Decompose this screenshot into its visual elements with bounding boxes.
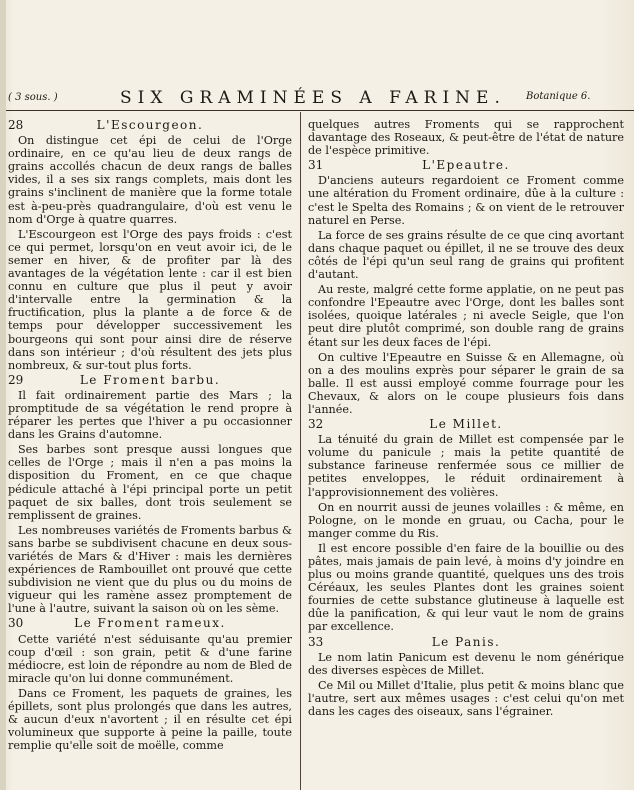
paragraph-continued: quelques autres Froments qui se rapprochent davantage des Roseaux, & peut-être de l'état de nature de l'espèce primitive. — [308, 118, 624, 158]
paragraph: On en nourrit aussi de jeunes volailles : & même, en Pologne, on le monde en gruau, ou Cacha, pour le manger comme du Ris. — [308, 500, 624, 540]
column-divider — [300, 112, 301, 790]
paragraph: D'anciens auteurs regardoient ce Froment comme une altération du Froment ordinaire, dûe à la culture : c'est le Spelta des Romains ; & on vient de le retrouver naturel en Perse. — [308, 174, 624, 227]
section-heading-29 — [8, 374, 292, 387]
price-label: ( 3 sous. ) — [8, 92, 58, 103]
section-number: 33 — [308, 634, 324, 649]
section-title: Le Froment barbu. — [79, 372, 221, 387]
left-column — [8, 118, 292, 754]
paragraph: Les nombreuses variétés de Froments barbus & sans barbe se subdivisent chacune en deux sous-variétés de Mars & d'Hiver : mais les dernières expériences de Rambouillet ont prouvé que cette subdivision ne vient que du plus ou du moins de vigueur qui les ramène assez promptement de l'une à l'autre, suivant la saison où on les sème. — [8, 523, 292, 616]
section-number: 29 — [8, 372, 24, 387]
section-number: 28 — [8, 118, 24, 132]
paragraph: Ce Mil ou Millet d'Italie, plus petit & moins blanc que l'autre, sert aux mêmes usages : c'est celui qu'on met dans les cages des oiseaux, sans l'égrainer. — [308, 678, 624, 719]
header-rule — [6, 110, 634, 111]
paragraph: L'Escourgeon est l'Orge des pays froids : c'est ce qui permet, lorsqu'on en veut avoir ici, de le semer en hiver, & de profiter par là des avantages de la végétation lente : car il est bien connu en culture que plus il peut y avoir d'intervalle entre la germination & la fructification, plus la plante a de force & de temps pour développer successivement les bourgeons qui sont pour ainsi dire de réserve dans son intérieur ; d'où résultent des jets plus nombreux, & sur-tout plus forts. — [8, 227, 292, 372]
section-heading-32 — [308, 418, 624, 431]
section-title: L'Escourgeon. — [96, 118, 204, 132]
section-title: Le Froment rameux. — [74, 616, 226, 631]
page-header — [0, 88, 634, 110]
paragraph: Dans ce Froment, les paquets de graines, les épillets, sont plus prolongés que dans les autres, & aucun d'eux n'avortent ; il en résulte cet épi volumineux que supporte à peine la paille, toute remplie qu'elle soit de moëlle, comme — [8, 686, 292, 753]
section-title: Le Millet. — [429, 417, 503, 432]
section-heading-28 — [8, 119, 292, 132]
page-title: SIX GRAMINÉES A FARINE. — [120, 88, 506, 108]
section-number: 32 — [308, 417, 324, 432]
botanique-reference: Botanique 6. — [526, 91, 591, 102]
paragraph: Ses barbes sont presque aussi longues que celles de l'Orge ; mais il n'en a pas moins la disposition du Froment, en ce que chaque pédicule attaché à l'épi principal porte un petit paquet de six balles, dont trois seulement se remplissent de graines. — [8, 443, 292, 522]
section-number: 31 — [308, 158, 324, 173]
section-title: L'Epeautre. — [422, 158, 510, 173]
section-heading-30 — [8, 617, 292, 630]
binding-shadow — [0, 0, 6, 790]
section-title: Le Panis. — [431, 634, 501, 649]
section-heading-33 — [308, 636, 624, 649]
paragraph: Au reste, malgré cette forme applatie, on ne peut pas confondre l'Epeautre avec l'Orge, dont les balles sont isolées, quoique latérales ; ni avecle Seigle, que l'on peut dire plutôt comprimé, son double rang de grains étant sur les deux faces de l'épi. — [308, 283, 624, 349]
section-heading-31 — [308, 159, 624, 172]
section-number: 30 — [8, 616, 24, 631]
paragraph: La ténuité du grain de Millet est compensée par le volume du panicule ; mais la petite quantité de substance farineuse renfermée sous ce millier de petites enveloppes, le réduit ordinairement à l'approvisionnement des volières. — [308, 433, 624, 499]
paragraph: La force de ses grains résulte de ce que cinq avortant dans chaque paquet ou épillet, il ne se trouve des deux côtés de l'épi qu'un seul rang de grains qui profitent d'autant. — [308, 228, 624, 282]
paragraph: Le nom latin Panicum est devenu le nom générique des diverses espèces de Millet. — [308, 650, 624, 677]
paragraph: Il est encore possible d'en faire de la bouillie ou des pâtes, mais jamais de pain levé, à moins d'y joindre en plus ou moins grande quantité, quelques uns des trois Céréaux, les seules Plantes dont les graines soient fournies de cette substance glutineuse à laquelle est dûe la panification, & qui leur vaut le nom de grains par excellence. — [308, 541, 624, 634]
right-column — [308, 118, 624, 720]
paragraph: Cette variété n'est séduisante qu'au premier coup d'œil : son grain, petit & d'une farine médiocre, est loin de répondre au nom de Bled de miracle qu'on lui donne communément. — [8, 632, 293, 685]
paragraph: On cultive l'Epeautre en Suisse & en Allemagne, où on a des moulins exprès pour séparer le grain de sa balle. Il est aussi employé comme fourrage pour les Chevaux, & alors on le coupe plusieurs fois dans l'année. — [308, 350, 624, 416]
paragraph: Il fait ordinairement partie des Mars ; la promptitude de sa végétation le rend propre à réparer les pertes que l'hiver a pu occasionner dans les Grains d'automne. — [8, 388, 292, 442]
paragraph: On distingue cet épi de celui de l'Orge ordinaire, en ce qu'au lieu de deux rangs de grains accollés chacun de deux rangs de balles vides, il a ses six rangs complets, mais dont les grains s'inclinent de manière que la forme totale est à-peu-près quadrangulaire, d'où est venu le nom d'Orge à quatre quarres. — [8, 134, 292, 226]
